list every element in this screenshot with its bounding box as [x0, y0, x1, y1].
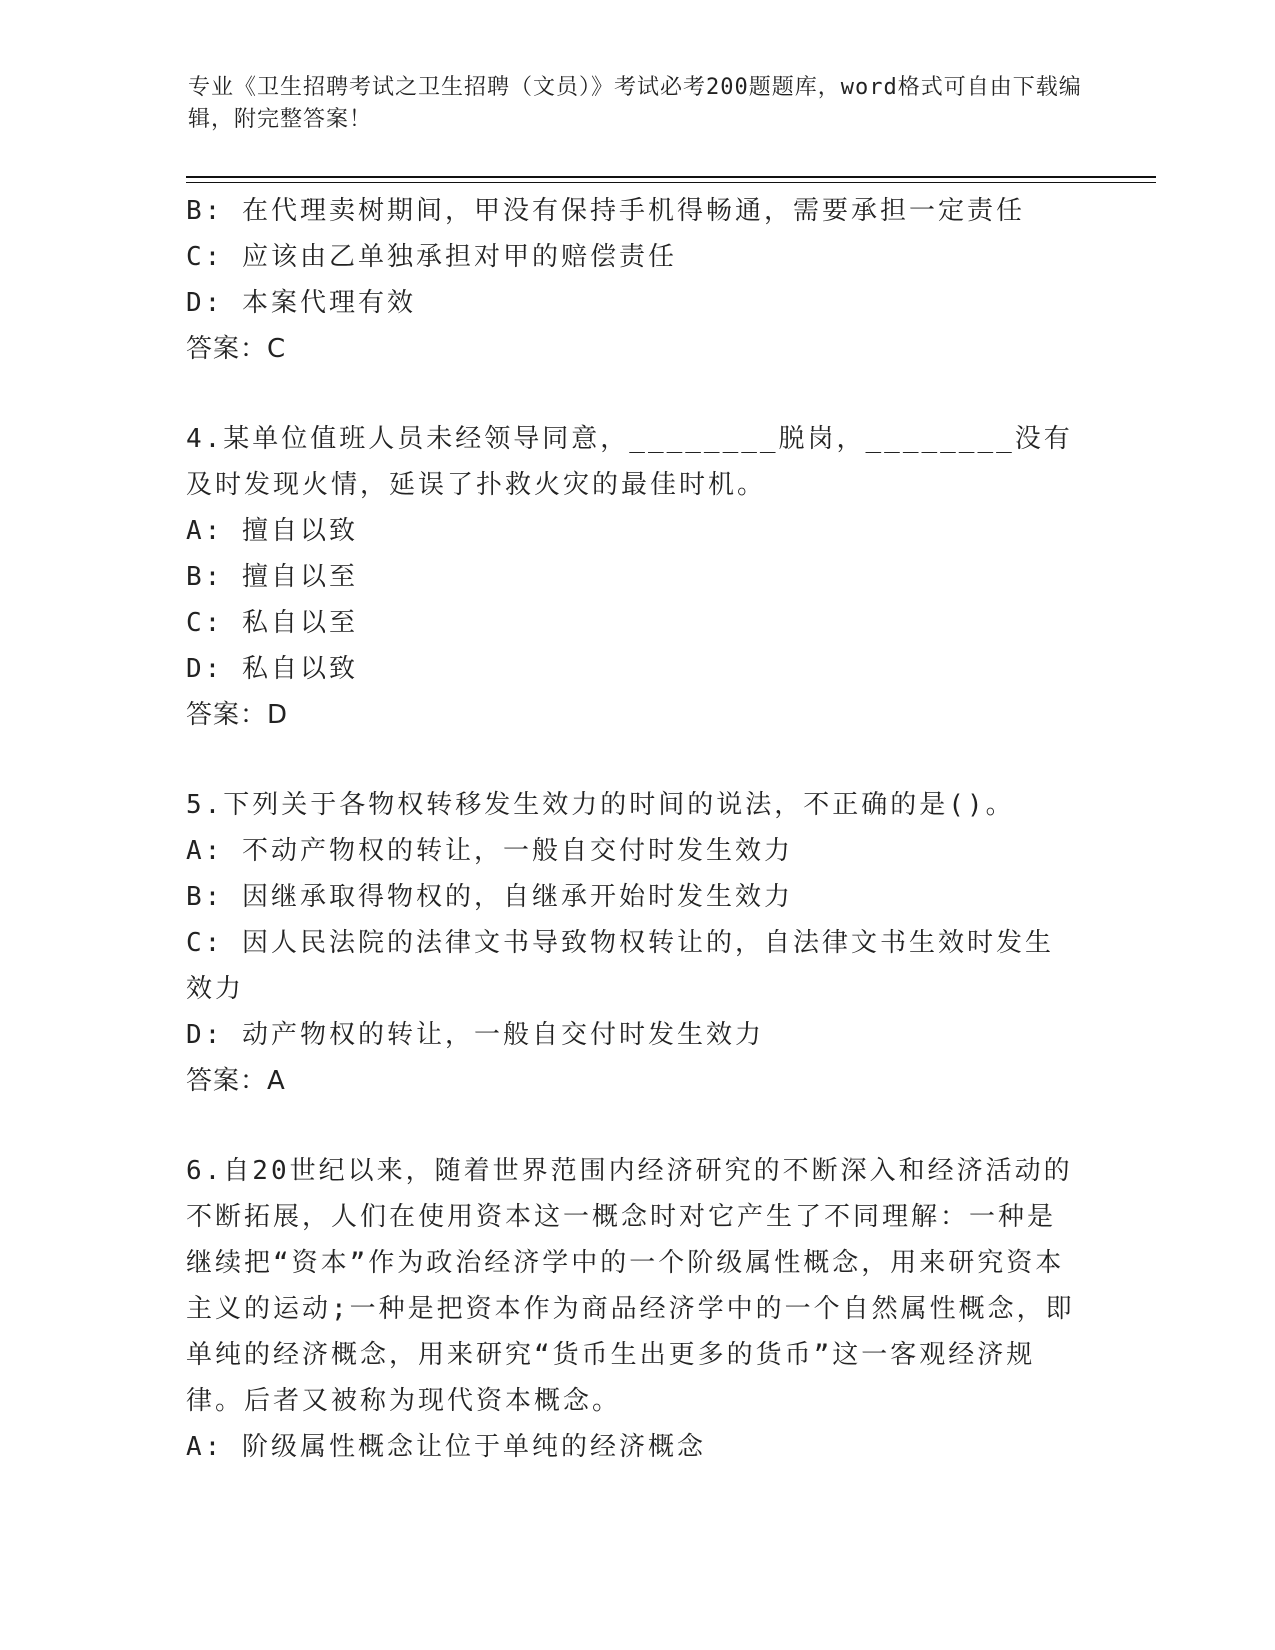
option-a: A: 不动产物权的转让，一般自交付时发生效力 [186, 836, 793, 866]
question-6 [186, 1148, 1076, 1470]
option-c: C: 因人民法院的法律文书导致物权转让的，自法律文书生效时发生效力 [186, 928, 1054, 1004]
answer: 答案：C [186, 334, 287, 364]
option-a: A: 擅自以致 [186, 516, 358, 546]
question-3 [186, 188, 1076, 372]
spacer [186, 1104, 1076, 1148]
option-d: D: 私自以致 [186, 654, 358, 684]
question-text: 5.下列关于各物权转移发生效力的时间的说法，不正确的是()。 [186, 790, 1015, 820]
spacer [186, 372, 1076, 416]
question-4 [186, 416, 1076, 738]
header-divider-thin [186, 182, 1156, 183]
header-divider-thick [186, 176, 1156, 178]
question-list [186, 188, 1076, 1470]
option-c: C: 应该由乙单独承担对甲的赔偿责任 [186, 242, 677, 272]
option-b: B: 在代理卖树期间，甲没有保持手机得畅通，需要承担一定责任 [186, 196, 1025, 226]
page-header: 专业《卫生招聘考试之卫生招聘（文员）》考试必考200题题库，word格式可自由下载编辑，附完整答案！ [188, 75, 1082, 132]
question-text: 6.自20世纪以来，随着世界范围内经济研究的不断深入和经济活动的不断拓展，人们在使用资本这一概念时对它产生了不同理解：一种是继续把“资本”作为政治经济学中的一个阶级属性概念，用来研究资本主义的运动;一种是把资本作为商品经济学中的一个自然属性概念，即单纯的经济概念，用来研究“货币生出更多的货币”这一客观经济规律。后者又被称为现代资本概念。 [186, 1156, 1075, 1416]
answer: 答案：A [186, 1066, 286, 1096]
answer: 答案：D [186, 700, 289, 730]
option-a: A: 阶级属性概念让位于单纯的经济概念 [186, 1432, 706, 1462]
spacer [186, 738, 1076, 782]
option-d: D: 动产物权的转让，一般自交付时发生效力 [186, 1020, 764, 1050]
question-text: 4.某单位值班人员未经领导同意，________脱岗，________没有及时发现火情，延误了扑救火灾的最佳时机。 [186, 424, 1073, 500]
option-b: B: 擅自以至 [186, 562, 358, 592]
option-c: C: 私自以至 [186, 608, 358, 638]
option-d: D: 本案代理有效 [186, 288, 416, 318]
option-b: B: 因继承取得物权的，自继承开始时发生效力 [186, 882, 793, 912]
question-5 [186, 782, 1076, 1104]
